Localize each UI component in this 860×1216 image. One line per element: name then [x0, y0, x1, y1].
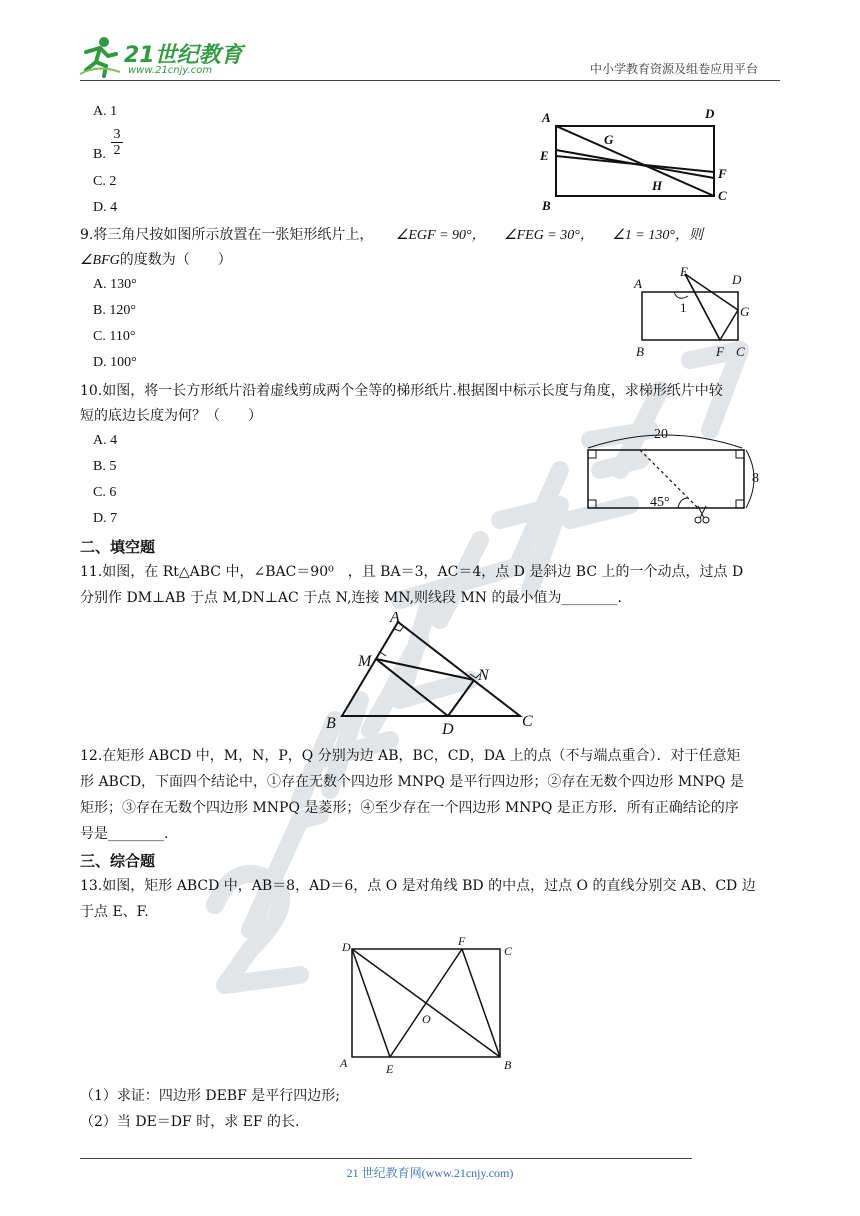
q9-option-c: C. 110° [93, 329, 136, 344]
q10-label-45: 45° [650, 495, 670, 510]
q9-option-b: B. 120° [93, 303, 136, 318]
q12-stem-line1: 12.在矩形 ABCD 中，M，N，P，Q 分别为边 AB，BC，CD，DA 上的点（不与端点重合）．对于任意矩 [80, 748, 741, 764]
q9-angle-egf: ∠EGF = 90°， [395, 228, 486, 243]
q13-line-fb [462, 949, 500, 1057]
q8-option-b-fraction [110, 127, 124, 158]
q10-option-c: C. 6 [93, 485, 117, 500]
q8-option-b: B. [93, 147, 106, 162]
q13-label-e: E [386, 1062, 394, 1075]
q11-label-b: B [326, 715, 336, 732]
logo-main-text: 21世纪教育 [124, 43, 243, 68]
q13-label-f: F [458, 935, 466, 948]
q13-label-b: B [504, 1058, 512, 1072]
q13-label-o: O [422, 1012, 431, 1026]
q8-figure [530, 104, 730, 214]
q9-angle-arc [674, 292, 688, 298]
q13-line-ef [390, 949, 462, 1057]
q9-label-f: F [716, 344, 724, 359]
q9-stem-line1 [80, 225, 703, 246]
q9-option-d: D. 100° [93, 355, 137, 370]
q9-angle-1: ∠1 = 130°，则 [612, 228, 703, 243]
q11-figure [320, 612, 550, 740]
header-logo [78, 34, 258, 78]
q12-stem-line3: 矩形；③存在无数个四边形 MNPQ 是菱形；④至少存在一个四边形 MNPQ 是正方形．所有正确结论的序 [80, 800, 739, 816]
q8-option-d: D. 4 [93, 200, 118, 215]
q9-question: 的度数为（ ） [119, 252, 232, 268]
header-rule [80, 80, 780, 81]
q8-option-a: A. 1 [93, 104, 118, 119]
q13-label-c: C [504, 944, 513, 958]
q11-stem-line1: 11.如图，在 Rt△ABC 中，∠BAC＝90⁰ ，且 BA＝3，AC＝4，点 D 是斜边 BC 上的一个动点，过点 D [80, 564, 744, 580]
q11-line-dn [448, 680, 474, 716]
q10-stem-line1: 10.如图，将一长方形纸片沿着虚线剪成两个全等的梯形纸片.根据图中标示长度与角度，求梯形纸片中较 [80, 383, 723, 399]
platform-text: 中小学教育资源及组卷应用平台 [590, 62, 759, 76]
q11-label-n: N [478, 667, 489, 684]
q12-stem-line4: 号是________. [80, 826, 169, 842]
q8-label-h: H [652, 178, 663, 193]
q8-label-e: E [540, 148, 549, 163]
q8-label-g: G [604, 132, 614, 147]
logo-url-text: www.21cnjy.com [128, 65, 213, 76]
q13-line-de [352, 949, 390, 1057]
q8-label-f: F [718, 166, 727, 181]
section-fill-in-title: 二、填空题 [80, 538, 156, 556]
q9-triangle-inner [685, 274, 720, 340]
q10-angle-arc [678, 498, 688, 508]
q11-label-m: M [358, 653, 372, 670]
q9-label-g: G [740, 304, 750, 319]
q13-subquestion-2: （2）当 DE＝DF 时，求 EF 的长. [80, 1114, 300, 1130]
q9-figure [630, 262, 755, 362]
q10-label-8: 8 [752, 471, 759, 486]
q11-label-c: C [522, 713, 533, 730]
q9-label-c: C [736, 344, 745, 359]
footer-rule [80, 1158, 692, 1159]
q9-label-a: A [634, 276, 642, 291]
q8-label-c: C [718, 188, 727, 203]
q12-stem-line2: 形 ABCD，下面四个结论中，①存在无数个四边形 MNPQ 是平行四边形；②存在无数个四边形 MNPQ 是 [80, 774, 744, 790]
q13-subquestion-1: （1）求证：四边形 DEBF 是平行四边形; [80, 1088, 340, 1104]
q8-label-d: D [705, 106, 715, 121]
q13-label-d: D [342, 940, 351, 954]
q10-option-b: B. 5 [93, 459, 117, 474]
fraction-denominator: 2 [113, 143, 121, 158]
q13-stem-line2: 于点 E、F. [80, 904, 149, 920]
q9-stem-line2 [80, 250, 232, 271]
q10-option-d: D. 7 [93, 511, 118, 526]
q10-stem-line2: 短的底边长度为何？（ ） [80, 408, 262, 424]
q9-text: 9.将三角尺按如图所示放置在一张矩形纸片上， [80, 227, 374, 243]
q8-line-ef [556, 156, 714, 172]
q10-option-a: A. 4 [93, 433, 118, 448]
q11-stem-line2: 分别作 DM⊥AB 于点 M,DN⊥AC 于点 N,连接 MN,则线段 MN 的最小值为________. [80, 590, 622, 606]
footer-text[interactable]: 21 世纪教育网(www.21cnjy.com) [346, 1166, 514, 1180]
q9-label-b: B [636, 344, 644, 359]
section-comprehensive-title: 三、综合题 [80, 852, 156, 870]
fraction-numerator: 3 [113, 127, 121, 142]
runner-logo-icon [78, 34, 122, 78]
q8-line-ac [556, 126, 714, 196]
q10-figure [580, 420, 770, 532]
q8-label-a: A [542, 110, 551, 125]
q13-label-a: A [340, 1056, 348, 1070]
q13-stem-line1: 13.如图，矩形 ABCD 中，AB＝8，AD＝6，点 O 是对角线 BD 的中点，过点 O 的直线分别交 AB、CD 边 [80, 878, 756, 894]
q9-label-e: E [680, 264, 688, 279]
q9-set-square [685, 274, 738, 340]
q9-option-a: A. 130° [93, 277, 137, 292]
q9-label-d: D [732, 272, 742, 287]
q8-option-c: C. 2 [93, 174, 117, 189]
q9-angle-feg: ∠FEG = 30°， [504, 228, 594, 243]
q13-figure [330, 935, 530, 1075]
q11-label-d: D [442, 721, 454, 738]
q8-label-b: B [542, 198, 551, 213]
q10-label-20: 20 [654, 427, 668, 442]
q9-angle-bfg: ∠BFG [80, 253, 120, 268]
q9-label-1: 1 [680, 300, 687, 315]
q11-label-a: A [390, 612, 400, 626]
